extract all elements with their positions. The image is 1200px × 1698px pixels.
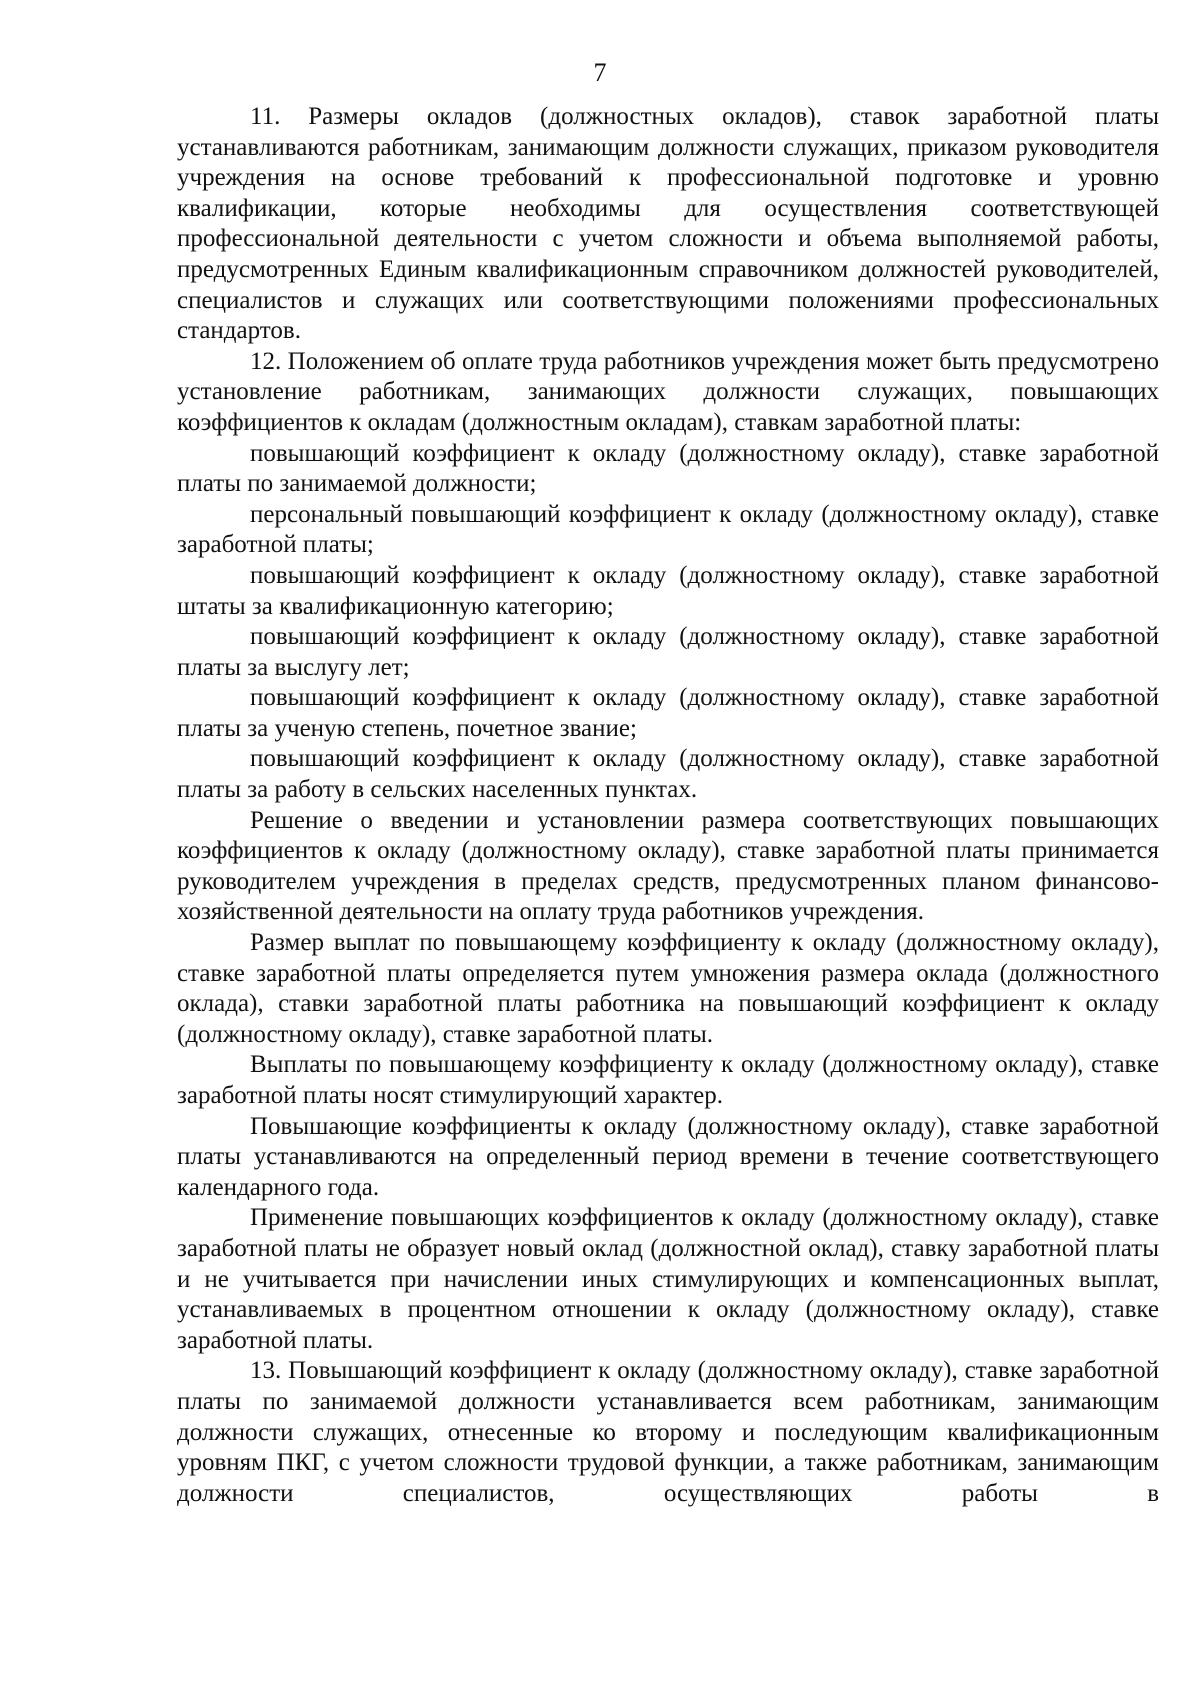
page-number: 7: [593, 58, 607, 87]
list-item-coef-degree: повышающий коэффициент к окладу (должностному окладу), ставке заработной платы за ученую степень, почетное звание;: [177, 684, 1159, 742]
paragraph-application: Применение повышающих коэффициентов к окладу (должностному окладу), ставке заработной платы не образует новый оклад (должностной оклад), ставку заработной платы и не учитывается при начислении иных стимулирующих и компенсационных выплат, устанавливаемых в процентном отношении к окладу (должностному окладу), ставке заработной платы.: [177, 1204, 1159, 1354]
paragraph-item-12: 12. Положением об оплате труда работников учреждения может быть предусмотрено установление работникам, занимающих должности служащих, повышающих коэффициентов к окладам (должностным окладам), ставкам заработной платы:: [177, 347, 1159, 436]
list-item-coef-seniority: повышающий коэффициент к окладу (должностному окладу), ставке заработной платы за выслугу лет;: [177, 623, 1159, 681]
list-item-coef-category: повышающий коэффициент к окладу (должностному окладу), ставке заработной штаты за квалификационную категорию;: [177, 561, 1159, 620]
paragraph-period: Повышающие коэффициенты к окладу (должностному окладу), ставке заработной платы устанавливаются на определенный период времени в течение соответствующего календарного года.: [177, 1112, 1159, 1201]
paragraph-payment-size: Размер выплат по повышающему коэффициенту к окладу (должностному окладу), ставке заработной платы определяется путем умножения размера оклада (должностного оклада), ставки заработной платы работника на повышающий коэффициент к окладу (должностному окладу), ставке заработной платы.: [177, 929, 1159, 1048]
list-item-coef-rural: повышающий коэффициент к окладу (должностному окладу), ставке заработной платы за работу в сельских населенных пунктах.: [177, 745, 1159, 804]
paragraph-stimulating: Выплаты по повышающему коэффициенту к окладу (должностному окладу), ставке заработной платы носят стимулирующий характер.: [177, 1051, 1159, 1109]
paragraph-decision: Решение о введении и установлении размера соответствующих повышающих коэффициентов к окладу (должностному окладу), ставке заработной платы принимается руководителем учреждения в пределах средств, предусмотренных планом финансово-хозяйственной деятельности на оплату труда работников учреждения.: [177, 806, 1159, 926]
document-body: [177, 102, 1159, 1509]
paragraph-item-13: 13. Повышающий коэффициент к окладу (должностному окладу), ставке заработной платы по занимаемой должности устанавливается всем работникам, занимающим должности служащих, отнесенные ко второму и последующим квалификационным уровням ПКГ, с учетом сложности трудовой функции, а также работникам, занимающим должности специалистов, осуществляющих работы в: [177, 1357, 1159, 1507]
paragraph-item-11: 11. Размеры окладов (должностных окладов), ставок заработной платы устанавливаются работникам, занимающим должности служащих, приказом руководителя учреждения на основе требований к профессиональной подготовке и уровню квалификации, которые необходимы для осуществления соответствующей профессиональной деятельности с учетом сложности и объема выполняемой работы, предусмотренных Единым квалификационным справочником должностей руководителей, специалистов и служащих или соответствующими положениями профессиональных стандартов.: [177, 103, 1159, 345]
list-item-coef-personal: персональный повышающий коэффициент к окладу (должностному окладу), ставке заработной платы;: [177, 500, 1159, 559]
list-item-coef-position: повышающий коэффициент к окладу (должностному окладу), ставке заработной платы по занимаемой должности;: [177, 439, 1159, 498]
